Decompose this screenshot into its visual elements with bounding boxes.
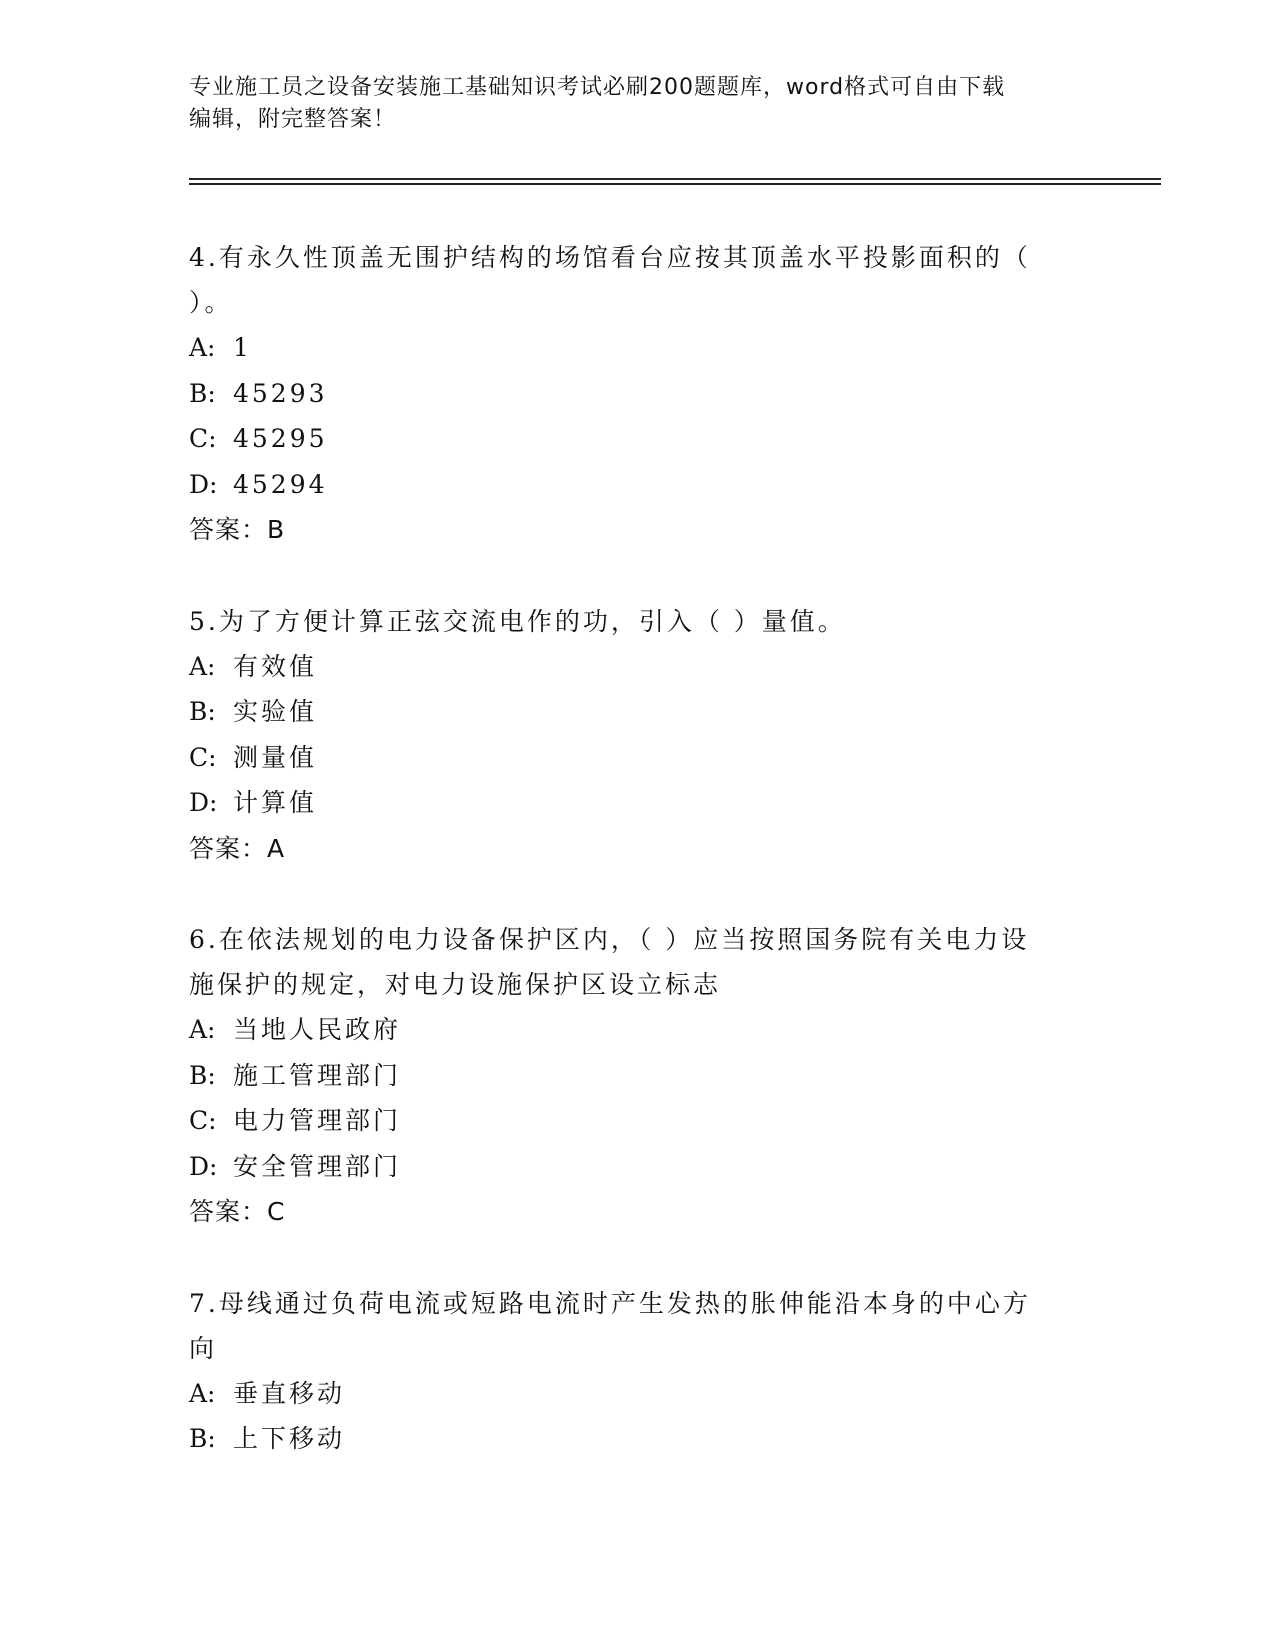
option-letter: D: (189, 469, 218, 499)
answer-label: 答案：C (189, 1197, 286, 1226)
option-text: 上下移动 (233, 1424, 346, 1453)
option-text: 当地人民政府 (233, 1015, 402, 1044)
header-line-2: 编辑，附完整答案！ (189, 107, 397, 132)
option-letter: D: (189, 1151, 218, 1181)
option-letter: B: (189, 1060, 216, 1090)
option-c (189, 735, 1089, 781)
option-d (189, 462, 1089, 508)
option-c (189, 416, 1089, 462)
question-6 (189, 917, 1089, 1235)
option-a (189, 1371, 1089, 1417)
option-text: 电力管理部门 (233, 1106, 402, 1135)
option-text: 45294 (233, 469, 328, 499)
question-text: 5.为了方便计算正弦交流电作的功，引入（ ）量值。 (189, 606, 846, 636)
option-a (189, 644, 1089, 690)
option-d (189, 1144, 1089, 1190)
option-letter: B: (189, 697, 216, 726)
option-text: 45293 (233, 378, 328, 408)
header-line-1: 专业施工员之设备安装施工基础知识考试必刷200题题库，word格式可自由下载 (189, 75, 1006, 100)
question-list (189, 235, 1089, 1508)
question-4 (189, 235, 1089, 553)
document-header (189, 72, 1089, 136)
option-b (189, 1416, 1089, 1462)
answer-label: 答案：A (189, 833, 286, 863)
option-a (189, 1007, 1089, 1053)
option-letter: C: (189, 1106, 217, 1135)
question-text: 4.有永久性顶盖无围护结构的场馆看台应按其顶盖水平投影面积的（ (189, 243, 1031, 272)
question-5 (189, 599, 1089, 872)
option-text: 垂直移动 (233, 1378, 346, 1408)
option-text: 测量值 (233, 742, 318, 772)
answer-label: 答案：B (189, 515, 286, 544)
option-a (189, 325, 1089, 371)
question-text: 6.在依法规划的电力设备保护区内，（ ）应当按照国务院有关电力设 (189, 925, 1030, 954)
option-text: 实验值 (233, 697, 318, 726)
option-text: 计算值 (233, 788, 318, 817)
option-letter: A: (189, 1015, 216, 1044)
option-letter: A: (189, 333, 216, 362)
option-text: 安全管理部门 (233, 1151, 402, 1181)
option-c (189, 1098, 1089, 1144)
option-d (189, 780, 1089, 826)
option-text: 45295 (233, 424, 328, 453)
option-b (189, 1053, 1089, 1099)
question-text: ）。 (189, 288, 233, 317)
option-letter: A: (189, 1378, 216, 1408)
option-text: 有效值 (233, 651, 318, 681)
question-text: 7.母线通过负荷电流或短路电流时产生发热的胀伸能沿本身的中心方 (189, 1288, 1031, 1318)
option-b (189, 689, 1089, 735)
question-text: 施保护的规定，对电力设施保护区设立标志 (189, 970, 722, 999)
option-letter: C: (189, 424, 217, 453)
question-text: 向 (189, 1333, 218, 1363)
option-letter: D: (189, 788, 218, 817)
option-letter: B: (189, 1424, 216, 1453)
header-divider-top (189, 178, 1161, 180)
option-letter: B: (189, 378, 216, 408)
option-text: 施工管理部门 (233, 1060, 402, 1090)
option-letter: A: (189, 651, 216, 681)
option-text: 1 (233, 333, 252, 362)
option-b (189, 371, 1089, 417)
question-7 (189, 1281, 1089, 1462)
header-divider-bottom (189, 183, 1161, 185)
option-letter: C: (189, 742, 217, 772)
